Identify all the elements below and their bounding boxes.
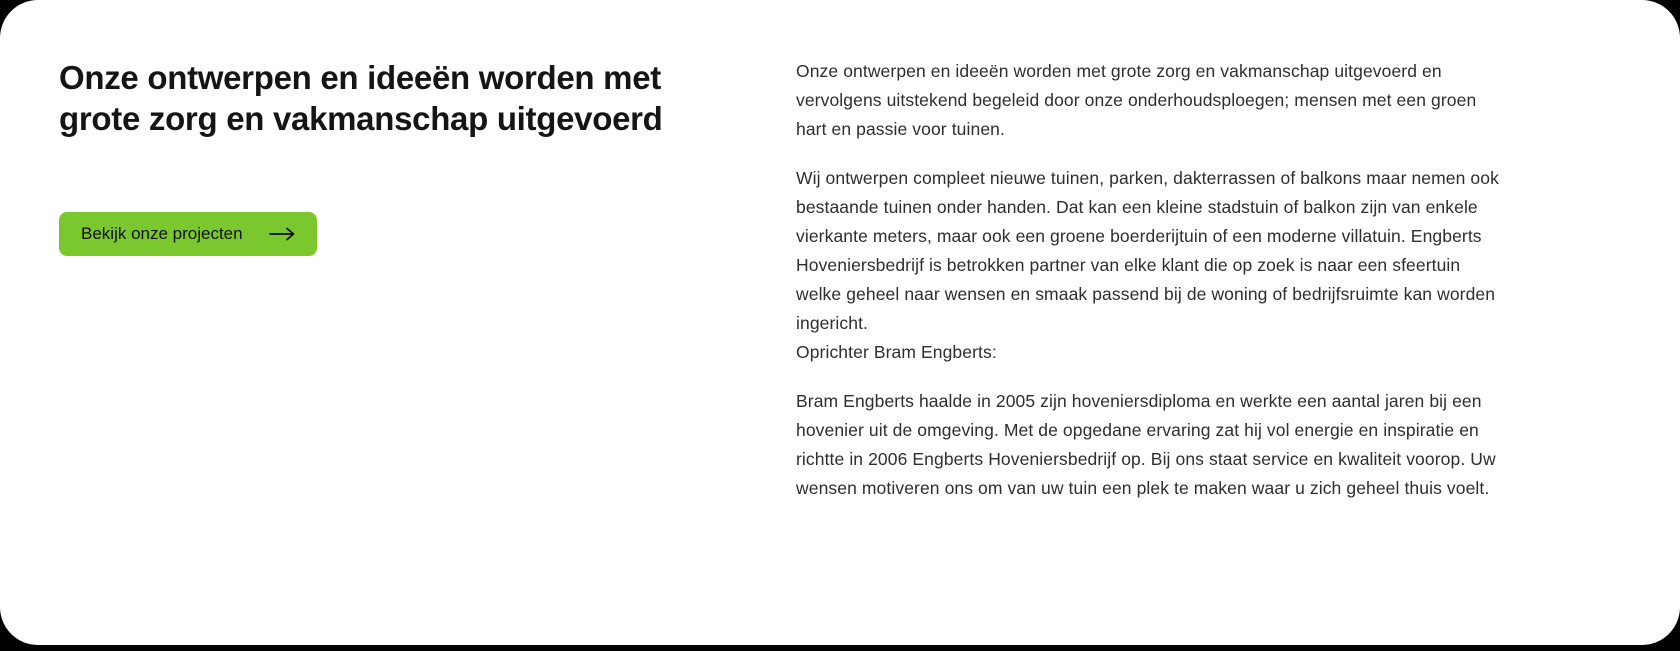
- paragraph: Oprichter Bram Engberts:: [796, 342, 997, 362]
- section-heading-line2: grote zorg en vakmanschap uitgevoerd: [59, 100, 663, 137]
- view-projects-button-label: Bekijk onze projecten: [81, 224, 243, 243]
- section-heading-line1: Onze ontwerpen en ideeën worden met: [59, 59, 661, 96]
- article-column: [796, 57, 1508, 645]
- paragraph: Wij ontwerpen compleet nieuwe tuinen, parken, dakterrassen of balkons maar nemen ook bestaande tuinen onder handen. Dat kan een kleine stadstuin of balkon zijn van enkele vierkante meters, maar ook een groene boerderijtuin of een moderne villatuin. Engberts Hoveniersbedrijf is betrokken partner van elke klant die op zoek is naar een sfeertuin welke geheel naar wensen en smaak passend bij de woning of bedrijfsruimte kan worden ingericht.: [796, 168, 1499, 333]
- paragraph: Bram Engberts haalde in 2005 zijn hoveniersdiploma en werkte een aantal jaren bij een hovenier uit de omgeving. Met de opgedane ervaring zat hij vol energie en inspiratie en richtte in 2006 Engberts Hoveniersbedrijf op. Bij ons staat service en kwaliteit voorop. Uw wensen motiveren ons om van uw tuin een plek te maken waar u zich geheel thuis voelt.: [796, 391, 1496, 498]
- view-projects-button[interactable]: [59, 212, 317, 256]
- arrow-right-icon: [269, 227, 295, 241]
- intro-column: [59, 57, 796, 645]
- paragraph: Onze ontwerpen en ideeën worden met grote zorg en vakmanschap uitgevoerd en vervolgens uitstekend begeleid door onze onderhoudsploegen; mensen met een groen hart en passie voor tuinen.: [796, 61, 1477, 139]
- section-heading: [59, 57, 736, 139]
